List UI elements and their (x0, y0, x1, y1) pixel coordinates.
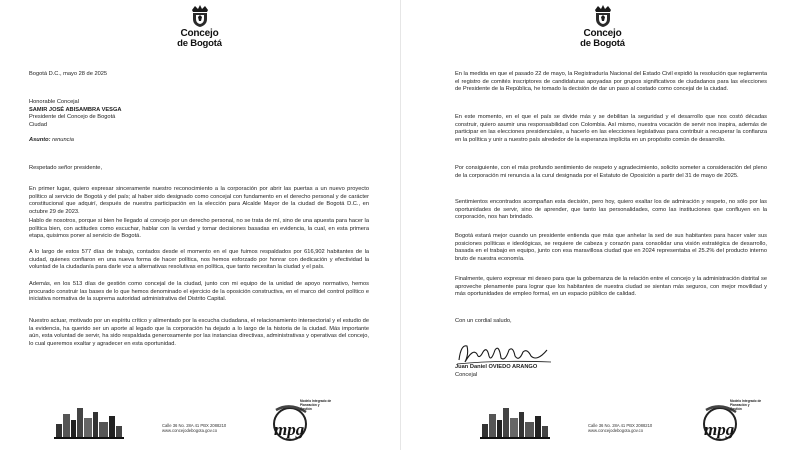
page-separator (400, 0, 401, 450)
mpg-label: mpg (274, 420, 305, 439)
brand-name-line2: de Bogotá (177, 38, 222, 49)
recipient-role: Presidente del Concejo de Bogotá (29, 114, 116, 121)
body-paragraph-5: Nuestro actuar, motivado por un espíritu crítico y alimentado por la escucha ciudadana, el relacionamiento intersectorial y el estudio de la evidencia, ha querido ser un aporte al legado que la corporación ha dejado a lo largo de la historia de la ciudad. Más importante aún, esta voluntad de servir, ha sido respaldada generosamente por las instancias directivas, administrativas y operativas del concejo, lo cual queremos exaltar y agradecer en esta oportunidad. (29, 318, 369, 348)
greeting: Respetado señor presidente, (29, 165, 103, 171)
body-paragraph-8: Por consiguiente, con el más profundo sentimiento de respeto y agradecimiento, solicito someter a consideración del pleno de la corporación mi renuncia a la curul designada por el Estatuto de Oposición a partir del 31 de mayo de 2025. (455, 165, 767, 179)
mpg-label: mpg (704, 420, 735, 439)
city-skyline-icon (54, 404, 124, 440)
brand-name-line1: Concejo (583, 28, 622, 39)
body-paragraph-10: Bogotá estará mejor cuando un presidente entienda que más que anhelar la sed de sus habitantes para hacer valer sus posiciones políticas e ideológicas, se requiere de cabeza y corazón para consolidar una visión estratégica de desarrollo, basada en el trabajo en equipo, junto con esa maravillosa ciudad que en 2024 representaba el 25.2% del producto interno bruto de nuestra economía. (455, 233, 767, 263)
footer-address: Calle 36 No. 28A 41 PBX 2088210 (162, 422, 227, 428)
body-paragraph-2: Hablo de nosotros, porque si bien he llegado al concejo por un derecho personal, no se trata de mí, sino de una apuesta para hacer la política bien, con actitudes como escuchar, hablar con la verdad y tomar decisiones basadas en evidencia, la cual, en esta primera etapa, quisimos poner al servicio de Bogotá. (29, 218, 369, 240)
body-paragraph-7: En este momento, en el que el país se divide más y se debilitan la seguridad y el desarrollo que nos costó décadas construir, quiero asumir una responsabilidad con Colombia. Así mismo, nuestra vocación de servir nos inspira, además de participar en las elecciones presidenciales, a hacerlo en las elecciones legislativas para contribuir a recuperar la confianza en la política y unir a nuestro país alrededor de la esperanza implícita en un propósito común de desarrollo. (455, 114, 767, 144)
letter-page-1 (2, 0, 397, 450)
mpg-logo (690, 400, 760, 442)
coat-of-arms-icon (189, 4, 211, 28)
footer-info (588, 423, 678, 434)
subject-label: Asunto: (29, 137, 51, 143)
letter-page-2 (405, 0, 800, 450)
mpg-tagline: Modelo Integrado de Planeación y Gestión (300, 399, 332, 411)
body-paragraph-1: En primer lugar, quiero expresar sinceramente nuestro reconocimiento a la corporación por abrir las puertas a un nuevo proyecto político al servicio de Bogotá y del país; al haber sido designado como concejal con fundamento en el derecho personal y de carácter constitucional que adquirí, después de nuestra participación en la elección para Alcalde Mayor de la ciudad de Bogotá D.C., en octubre 29 de 2023. (29, 186, 369, 216)
brand-name-line2: de Bogotá (580, 38, 625, 49)
subject-value: renuncia (52, 137, 74, 143)
footer-address: Calle 36 No. 28A 41 PBX 2088210 (588, 422, 653, 428)
body-paragraph-11: Finalmente, quiero expresar mi deseo para que la gobernanza de la relación entre el concejo y la administración distrital se aproveche plenamente para lograr que los habitantes de nuestra ciudad se sientan más seguros, con mejor movilidad y más oportunidades de empleo formal, en un espacio público de calidad. (455, 276, 767, 298)
closing: Con un cordial saludo, (455, 318, 512, 324)
mpg-logo (260, 400, 330, 442)
recipient-title: Honorable Concejal (29, 99, 79, 105)
mpg-tagline: Modelo Integrado de Planeación y Gestión (730, 399, 762, 411)
signer-name: Juan Daniel OVIEDO ARANGO (455, 364, 538, 370)
recipient-city: Ciudad (29, 122, 48, 129)
footer-website: www.concejodebogota.gov.co (588, 428, 644, 434)
footer-info (162, 423, 252, 434)
coat-of-arms-icon (592, 4, 614, 28)
recipient-block (29, 99, 369, 130)
body-paragraph-3: A lo largo de estos 577 días de trabajo, contados desde el momento en el que fuimos respaldados por 616,902 habitantes de la ciudad, quienes confiaron en una nueva forma de hacer política, nos hemos esforzado por honrar con dedicación y efectividad la voluntad de la ciudadanía para darle voz a alternativas resolutivas en política, que tanto necesitan la ciudad y el país. (29, 249, 369, 271)
concejo-logo (160, 4, 240, 49)
body-paragraph-4: Además, en los 513 días de gestión como concejal de la ciudad, junto con mi equipo de la unidad de apoyo normativo, hemos procurado construir las bases de lo que hemos denominado el ejercicio de la oposición constructiva, en el marco del control político e iniciativa normativa de la suprema autoridad administrativa del Distrito Capital. (29, 281, 369, 303)
city-skyline-icon (480, 404, 550, 440)
footer-website: www.concejodebogota.gov.co (162, 428, 218, 434)
brand-name-line1: Concejo (180, 28, 219, 39)
subject-line (29, 137, 369, 145)
letter-date: Bogotá D.C., mayo 28 de 2025 (29, 71, 108, 77)
concejo-logo (563, 4, 643, 49)
body-paragraph-9: Sentimientos encontrados acompañan esta decisión, pero hoy, quiero exaltar los de admiración y respeto, no sólo por las oportunidades de servir, sino de aprender, que tanto las personalidades, como las instituciones que confluyen en la corporación, nos han brindado. (455, 199, 767, 221)
body-paragraph-6: En la medida en que el pasado 22 de mayo, la Registraduría Nacional del Estado Civil expidió la resolución que reglamenta el registro de comités inscriptores de candidaturas apoyadas por grupos significativos de ciudadanos para las elecciones de Presidente de la República, he tomado la decisión de dar un paso al costado como concejal de la ciudad. (455, 71, 767, 93)
recipient-name: SAMIR JOSÉ ABISAMBRA VESGA (29, 106, 122, 113)
signer-role: Concejal (455, 372, 478, 378)
